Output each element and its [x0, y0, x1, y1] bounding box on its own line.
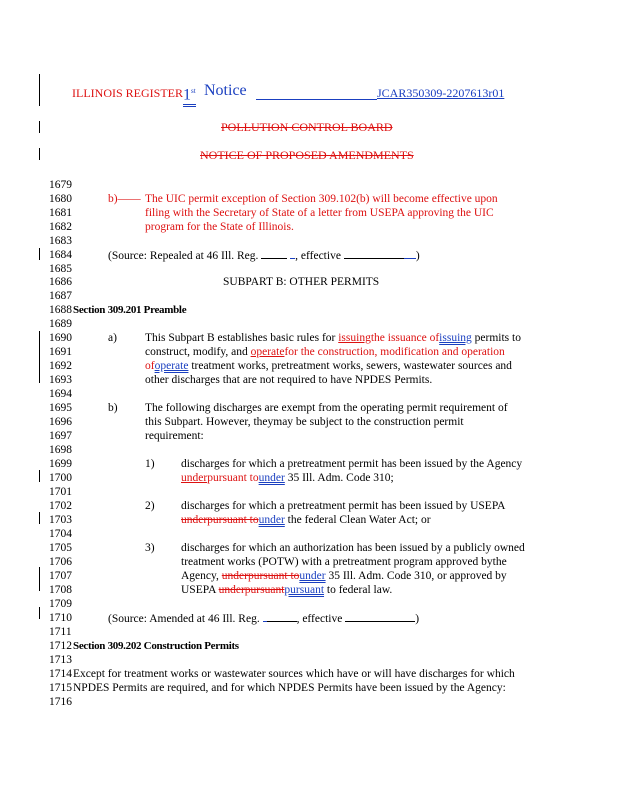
line-number: 1708 [49, 584, 72, 596]
line-number: 1707 [49, 570, 72, 582]
struck-text: operate [250, 346, 285, 358]
change-bar [39, 248, 40, 260]
text: construct, modify, and [145, 346, 251, 358]
line-number: 1696 [49, 416, 72, 428]
effective-blank [344, 248, 404, 259]
line-number: 1690 [49, 332, 72, 344]
item-line: treatment works (POTW) with a pretreatment program approved bythe [181, 556, 507, 568]
line-number: 1705 [49, 542, 72, 554]
deleted-text: underpursuant to [221, 570, 300, 582]
para-b-label [108, 192, 141, 206]
text: the federal Clean Water Act; or [284, 514, 431, 526]
para-b-line: The UIC permit exception of Section 309.102(b) will become effective upon [145, 193, 498, 205]
line-number: 1692 [49, 360, 72, 372]
notice-title: NOTICE OF PROPOSED AMENDMENTS [200, 148, 414, 162]
inserted-text: under [299, 570, 326, 582]
item-line: discharges for which a pretreatment permit has been issued by USEPA [181, 500, 506, 512]
line-number: 1681 [49, 207, 72, 219]
line-number: 1699 [49, 458, 72, 470]
item-line [181, 513, 431, 527]
line-number: 1711 [49, 626, 72, 638]
change-bar [39, 470, 40, 482]
line-number: 1702 [49, 500, 72, 512]
line-number: 1703 [49, 514, 72, 526]
para-b2-label: b) [108, 402, 118, 414]
deleted-text: the issuance of [370, 332, 440, 344]
reg-blank [267, 611, 297, 622]
body-line: NPDES Permits are required, and for which NPDES Permits have been issued by the Agency: [73, 682, 506, 694]
para-b-line: program for the State of Illinois. [145, 221, 294, 233]
struck-text: issuing [338, 332, 371, 344]
para-a-line [145, 359, 512, 373]
line-number: 1680 [49, 193, 72, 205]
line-number: 1687 [49, 290, 72, 302]
line-number: 1701 [49, 486, 72, 498]
text: 35 Ill. Adm. Code 310, or approved by [325, 570, 507, 582]
para-b2-line: The following discharges are exempt from the operating permit requirement of [145, 402, 508, 414]
body-line: Except for treatment works or wastewater sources which have or will have discharges for which [73, 668, 515, 680]
source-text: , effective [295, 250, 344, 262]
text: 35 Ill. Adm. Code 310; [284, 472, 394, 484]
para-a-label: a) [108, 332, 117, 344]
line-number: 1695 [49, 402, 72, 414]
para-b2-line: requirement: [145, 430, 204, 442]
text: to federal law. [324, 584, 393, 596]
line-number: 1704 [49, 528, 72, 540]
text: treatment works, pretreatment works, sewers, wastewater sources and [188, 360, 512, 372]
line-number: 1709 [49, 598, 72, 610]
inserted-text: operate [154, 360, 189, 372]
item-label: 2) [145, 500, 155, 512]
source-note [108, 248, 420, 263]
change-bar [39, 512, 40, 524]
change-bar [39, 121, 40, 133]
line-number: 1688 [49, 304, 72, 316]
line-number: 1715 [49, 682, 72, 694]
item-label: 3) [145, 542, 155, 554]
source-text: (Source: Repealed at 46 Ill. Reg. [108, 250, 262, 262]
line-number: 1697 [49, 430, 72, 442]
line-number: 1716 [49, 696, 72, 708]
section-heading: Section 309.202 Construction Permits [73, 640, 239, 652]
line-number: 1710 [49, 612, 72, 624]
source-text: (Source: Amended at 46 Ill. Reg. [108, 613, 263, 625]
inserted-text: under [258, 514, 285, 526]
effective-blank-insert [404, 248, 416, 259]
line-number: 1685 [49, 263, 72, 275]
item-label: 1) [145, 458, 155, 470]
line-number: 1684 [49, 249, 72, 261]
label-dash: —— [117, 193, 141, 205]
header-rule [256, 99, 377, 100]
deleted-text: of [145, 360, 155, 372]
deleted-text: for the construction, modification and operation [284, 346, 505, 358]
text: permits to [471, 332, 521, 344]
item-line: discharges for which an authorization has been issued by a publicly owned [181, 542, 525, 554]
change-bar [39, 148, 40, 160]
source-text: ) [415, 613, 420, 625]
line-number: 1712 [49, 640, 72, 652]
jcar-code: JCAR350309-2207613r01 [377, 86, 505, 100]
item-line [181, 569, 507, 583]
effective-blank [345, 611, 415, 622]
section-heading: Section 309.201 Preamble [73, 304, 187, 316]
inserted-text: under [258, 472, 285, 484]
deleted-text: pursuant to [207, 472, 259, 484]
change-bar [39, 331, 40, 383]
reg-blank [261, 248, 287, 259]
line-number: 1683 [49, 235, 72, 247]
change-bar [39, 74, 40, 106]
inserted-text: issuing [439, 332, 472, 344]
item-line [181, 583, 392, 597]
label-b: b) [108, 193, 118, 205]
line-number: 1706 [49, 556, 72, 568]
para-a-line [145, 331, 521, 345]
line-number: 1682 [49, 221, 72, 233]
line-number: 1686 [49, 276, 72, 288]
item-line [181, 471, 394, 485]
struck-text: under [181, 472, 208, 484]
register-title: ILLINOIS REGISTER [72, 86, 183, 100]
inserted-text: pursuant [284, 584, 325, 596]
source-text: , effective [296, 613, 346, 625]
line-number: 1693 [49, 374, 72, 386]
line-number: 1714 [49, 668, 72, 680]
text: Agency, [181, 570, 222, 582]
line-number: 1713 [49, 654, 72, 666]
para-b-line: filing with the Secretary of State of a letter from USEPA approving the UIC [145, 207, 494, 219]
line-number: 1698 [49, 444, 72, 456]
source-text: ) [415, 250, 420, 262]
line-number: 1679 [49, 179, 72, 191]
subpart-heading: SUBPART B: OTHER PERMITS [223, 276, 380, 288]
source-note [108, 611, 419, 626]
para-a-line: other discharges that are not required to have NPDES Permits. [145, 374, 433, 386]
mark-number: 1 [183, 86, 191, 104]
register-mark [183, 82, 196, 107]
change-bar [39, 567, 40, 591]
board-name: POLLUTION CONTROL BOARD [221, 120, 393, 134]
notice-label: Notice [204, 82, 247, 99]
text: USEPA [181, 584, 219, 596]
para-b2-line: this Subpart. However, theymay be subject to the construction permit [145, 416, 464, 428]
deleted-text: underpursuant [218, 584, 285, 596]
line-number: 1694 [49, 388, 72, 400]
line-number: 1691 [49, 346, 72, 358]
mark-sup: st [191, 87, 196, 95]
deleted-text: underpursuant to [181, 514, 259, 526]
para-a-line [145, 345, 505, 359]
change-bar [39, 607, 40, 619]
text: This Subpart B establishes basic rules for [145, 332, 339, 344]
line-number: 1700 [49, 472, 72, 484]
item-line: discharges for which a pretreatment permit has been issued by the Agency [181, 458, 523, 470]
line-number: 1689 [49, 318, 72, 330]
